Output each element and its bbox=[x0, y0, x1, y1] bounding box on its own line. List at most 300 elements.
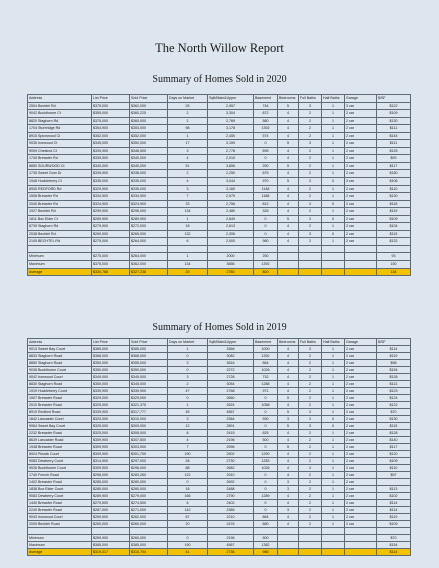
table-cell: $132 bbox=[377, 238, 411, 246]
table-cell: 2 bbox=[299, 507, 322, 514]
table-cell: 1392 bbox=[254, 261, 278, 269]
table-cell: 118 bbox=[377, 268, 411, 276]
table-cell: 2,649 bbox=[208, 215, 254, 223]
table-cell: 2 bbox=[299, 223, 322, 231]
table-cell: 29 bbox=[168, 268, 208, 276]
table-row bbox=[28, 381, 411, 388]
table-cell: 98 bbox=[168, 125, 208, 133]
table-cell: 0 bbox=[254, 444, 278, 451]
table-cell: 1289 bbox=[254, 493, 278, 500]
table-cell: 2 car bbox=[345, 162, 377, 170]
table-cell: $130 bbox=[377, 117, 411, 125]
table-cell: 2,000 bbox=[208, 238, 254, 246]
spacer-row bbox=[28, 528, 411, 535]
table-cell: 4 bbox=[278, 514, 299, 521]
table-cell: 2 bbox=[168, 381, 208, 388]
column-header: Bedrooms bbox=[278, 339, 299, 346]
table-cell: $260,000 bbox=[130, 535, 168, 542]
table-cell bbox=[254, 528, 278, 535]
table-cell: 2385 bbox=[208, 507, 254, 514]
table-cell: 3,304 bbox=[208, 110, 254, 118]
table-cell: 1 bbox=[322, 486, 345, 493]
table-row bbox=[28, 451, 411, 458]
table-cell bbox=[345, 253, 377, 261]
table-cell: 1838 Box Elder Court bbox=[28, 486, 92, 493]
table-cell: $287,000 bbox=[92, 507, 130, 514]
column-header: Days on Market bbox=[168, 339, 208, 346]
table-cell: $350,000 bbox=[92, 360, 130, 367]
table-cell: 2272 bbox=[208, 367, 254, 374]
table-cell: 2 bbox=[299, 374, 322, 381]
table-cell: 1392 bbox=[254, 125, 278, 133]
column-header: Address bbox=[28, 95, 92, 103]
table-cell: 2 bbox=[299, 402, 322, 409]
table-cell: 2 car bbox=[345, 110, 377, 118]
table-cell: 2476 bbox=[208, 521, 254, 528]
table-cell bbox=[322, 268, 345, 276]
table-cell: $111 bbox=[377, 125, 411, 133]
table-cell: $123 bbox=[377, 388, 411, 395]
table-cell: $321,375 bbox=[130, 402, 168, 409]
table-cell: 4 bbox=[168, 155, 208, 163]
table-cell: 2891 bbox=[208, 423, 254, 430]
table-cell: 500 bbox=[254, 535, 278, 542]
table-cell: 8833 Staghorn Road bbox=[28, 353, 92, 360]
table-cell: 0 bbox=[254, 140, 278, 148]
table-cell bbox=[28, 528, 92, 535]
table-cell: 1 bbox=[322, 402, 345, 409]
table-cell: 3,159 bbox=[208, 140, 254, 148]
table-cell: Average bbox=[28, 549, 92, 556]
table-cell: 4 bbox=[278, 208, 299, 216]
column-header: $/SF bbox=[377, 95, 411, 103]
table-cell: $289,900 bbox=[130, 215, 168, 223]
table-cell: 2 car bbox=[345, 458, 377, 465]
table-cell: $269,900 bbox=[92, 514, 130, 521]
table-cell: 1026 bbox=[254, 465, 278, 472]
spacer-row bbox=[28, 245, 411, 253]
table-cell: 8 bbox=[168, 430, 208, 437]
table-cell: 2,778 bbox=[208, 147, 254, 155]
table-cell: 2 bbox=[168, 170, 208, 178]
table-cell: 51 bbox=[168, 162, 208, 170]
table-cell bbox=[322, 245, 345, 253]
table-cell: $154 bbox=[377, 367, 411, 374]
table-cell: 134 bbox=[168, 261, 208, 269]
table-cell: 980 bbox=[254, 238, 278, 246]
table-cell bbox=[322, 542, 345, 549]
table-cell: 4 bbox=[278, 465, 299, 472]
table-cell: $324,900 bbox=[92, 200, 130, 208]
table-cell: 2768 bbox=[208, 388, 254, 395]
table-cell: $289,900 bbox=[92, 215, 130, 223]
table-cell: $303,000 bbox=[130, 444, 168, 451]
table-cell: 2682 bbox=[208, 465, 254, 472]
table-cell: 1 bbox=[322, 374, 345, 381]
table-cell: 1058 bbox=[254, 402, 278, 409]
table-cell: $118 bbox=[377, 200, 411, 208]
table-cell bbox=[278, 528, 299, 535]
table-cell: 4 bbox=[278, 346, 299, 353]
table-cell: 9042 Ironwood Court bbox=[28, 374, 92, 381]
table-cell: $280,000 bbox=[130, 479, 168, 486]
table-row bbox=[28, 102, 411, 110]
table-body-2019 bbox=[28, 346, 411, 556]
table-cell: 864 bbox=[254, 360, 278, 367]
table-cell: 2 bbox=[299, 500, 322, 507]
table-cell: 8739 Staghorn Rd bbox=[28, 223, 92, 231]
table-cell: 675 bbox=[254, 170, 278, 178]
table-cell: 8919 Redford Road bbox=[28, 409, 92, 416]
table-cell bbox=[28, 245, 92, 253]
table-cell: 5 bbox=[278, 395, 299, 402]
table-cell bbox=[278, 253, 299, 261]
table-cell: 5 bbox=[278, 162, 299, 170]
table-cell: 4 bbox=[278, 521, 299, 528]
table-cell: $345,000 bbox=[92, 140, 130, 148]
table-cell bbox=[345, 535, 377, 542]
table-cell: 872 bbox=[254, 110, 278, 118]
table-cell: 1 bbox=[322, 185, 345, 193]
table-cell: 2,579 bbox=[208, 193, 254, 201]
table-row bbox=[28, 215, 411, 223]
table-cell: 2 bbox=[299, 162, 322, 170]
table-cell: 1 bbox=[322, 430, 345, 437]
table-cell: 4 bbox=[278, 200, 299, 208]
table-cell: 2415 bbox=[208, 430, 254, 437]
table-cell: 0 bbox=[168, 535, 208, 542]
table-cell: 2010 Brewster Road bbox=[28, 402, 92, 409]
table-row bbox=[28, 430, 411, 437]
table-cell: 4 bbox=[168, 437, 208, 444]
table-row bbox=[28, 185, 411, 193]
table-cell: 1392 bbox=[254, 353, 278, 360]
table-row bbox=[28, 162, 411, 170]
table-cell: 2 bbox=[299, 367, 322, 374]
table-cell: 1188 bbox=[254, 193, 278, 201]
table-cell: 744 bbox=[254, 102, 278, 110]
table-cell bbox=[345, 261, 377, 269]
table-cell: 1740 Brewster Rd bbox=[28, 155, 92, 163]
table-cell: $271,000 bbox=[130, 507, 168, 514]
table-cell: 0 bbox=[168, 353, 208, 360]
table-cell: 326 bbox=[254, 208, 278, 216]
table-cell: 25 bbox=[168, 102, 208, 110]
table-cell: 2 bbox=[299, 388, 322, 395]
table-cell: 1 bbox=[322, 388, 345, 395]
table-cell: 3 bbox=[299, 140, 322, 148]
table-cell: $340,000 bbox=[130, 155, 168, 163]
table-cell: 2 bbox=[299, 444, 322, 451]
table-header bbox=[28, 95, 411, 103]
table-cell: 4 bbox=[168, 178, 208, 186]
table-cell bbox=[208, 245, 254, 253]
table-cell: Minimum bbox=[28, 253, 92, 261]
table-cell: 2,250 bbox=[208, 170, 254, 178]
table-cell: 8850 SOURWOOD Ct bbox=[28, 162, 92, 170]
table-cell: $339,900 bbox=[92, 147, 130, 155]
table-cell bbox=[299, 535, 322, 542]
table-cell: 3 bbox=[299, 416, 322, 423]
table-cell: 2 car bbox=[345, 521, 377, 528]
table-row bbox=[28, 472, 411, 479]
table-cell: 3 bbox=[299, 102, 322, 110]
table-cell: 3082 bbox=[208, 353, 254, 360]
table-cell: 0 bbox=[322, 416, 345, 423]
table-cell: 2 car bbox=[345, 472, 377, 479]
column-header: Address bbox=[28, 339, 92, 346]
table-cell: $114 bbox=[377, 507, 411, 514]
table-cell: 1642 Lancaster Court bbox=[28, 416, 92, 423]
column-header: List Price bbox=[92, 339, 130, 346]
table-cell: 4 bbox=[278, 147, 299, 155]
table-cell: $122 bbox=[377, 102, 411, 110]
table-cell: 93 bbox=[377, 253, 411, 261]
table-cell: $297,000 bbox=[130, 458, 168, 465]
table-cell: 1 bbox=[322, 507, 345, 514]
table-cell: 1 bbox=[322, 132, 345, 140]
table-cell: $368,000 bbox=[92, 353, 130, 360]
table-cell: 1000 bbox=[254, 346, 278, 353]
table-cell: $375,000 bbox=[92, 102, 130, 110]
table-cell: 1948 Huckleberry Ct bbox=[28, 178, 92, 186]
table-row bbox=[28, 388, 411, 395]
table-cell: 5 bbox=[278, 423, 299, 430]
table-row bbox=[28, 117, 411, 125]
table-cell: $262,000 bbox=[130, 514, 168, 521]
table-cell: $154 bbox=[377, 542, 411, 549]
table-cell: 3 bbox=[299, 346, 322, 353]
table-cell: $324,900 bbox=[130, 200, 168, 208]
table-cell: 1948 Brewster Road bbox=[28, 444, 92, 451]
table-2019 bbox=[27, 338, 411, 556]
table-cell: 2 car bbox=[345, 416, 377, 423]
table-cell: 0 bbox=[254, 409, 278, 416]
table-cell: 1 bbox=[322, 170, 345, 178]
table-cell: 1 bbox=[322, 193, 345, 201]
table-cell: $330,768 bbox=[92, 268, 130, 276]
table-cell: 1 bbox=[322, 367, 345, 374]
table-cell: 3 bbox=[299, 178, 322, 186]
table-cell: 4 bbox=[278, 388, 299, 395]
table-cell: 3 car bbox=[345, 102, 377, 110]
table-cell: 2384 bbox=[208, 416, 254, 423]
section-title-2019: Summary of Homes Sold in 2019 bbox=[152, 322, 287, 333]
table-cell: 3 bbox=[278, 507, 299, 514]
table-cell: 4567 bbox=[208, 542, 254, 549]
table-cell: 250 bbox=[254, 162, 278, 170]
table-cell: 1 bbox=[322, 514, 345, 521]
table-cell: $349,000 bbox=[130, 374, 168, 381]
table-cell: 28 bbox=[168, 458, 208, 465]
table-cell: 2660 bbox=[208, 395, 254, 402]
table-row bbox=[28, 230, 411, 238]
table-cell: 0 bbox=[168, 479, 208, 486]
table-cell: $360,000 bbox=[130, 117, 168, 125]
table-cell: 2730 bbox=[208, 458, 254, 465]
table-cell bbox=[322, 528, 345, 535]
column-header: Full Baths bbox=[299, 339, 322, 346]
table-cell: 2 bbox=[299, 238, 322, 246]
table-cell: 3 bbox=[278, 416, 299, 423]
table-cell bbox=[299, 268, 322, 276]
table-cell: 2,306 bbox=[208, 230, 254, 238]
table-cell: 2780 bbox=[208, 268, 254, 276]
table-cell: 2 bbox=[299, 360, 322, 367]
table-cell: $70 bbox=[377, 535, 411, 542]
table-cell bbox=[345, 245, 377, 253]
table-row bbox=[28, 416, 411, 423]
table-row bbox=[28, 437, 411, 444]
table-cell: $104 bbox=[377, 223, 411, 231]
table-cell: 2 bbox=[299, 493, 322, 500]
table-cell: 1 bbox=[322, 162, 345, 170]
table-cell: 17 bbox=[168, 140, 208, 148]
column-header: Garage bbox=[345, 95, 377, 103]
table-cell: $140 bbox=[377, 437, 411, 444]
table-cell: $309,900 bbox=[92, 444, 130, 451]
table-cell: $355,000 bbox=[130, 360, 168, 367]
table-cell: 2 car bbox=[345, 353, 377, 360]
table-cell: 2 bbox=[299, 117, 322, 125]
table-cell: $109 bbox=[377, 458, 411, 465]
table-cell: $301,700 bbox=[130, 451, 168, 458]
table-cell bbox=[278, 268, 299, 276]
table-cell: $339,900 bbox=[92, 409, 130, 416]
table-cell: 1 bbox=[168, 132, 208, 140]
table-cell: 2 car bbox=[345, 223, 377, 231]
table-cell: 732 bbox=[254, 374, 278, 381]
table-cell: 1 bbox=[322, 444, 345, 451]
table-cell: 4 bbox=[278, 493, 299, 500]
table-cell: 5 bbox=[278, 444, 299, 451]
table-cell: $130 bbox=[377, 416, 411, 423]
table-cell: 0 bbox=[254, 500, 278, 507]
column-header: Half Baths bbox=[322, 95, 345, 103]
table-cell: 2,756 bbox=[208, 200, 254, 208]
table-cell: 3 bbox=[168, 185, 208, 193]
table-cell: $346,500 bbox=[130, 147, 168, 155]
table-cell: 5 bbox=[278, 140, 299, 148]
table-cell: $319,317 bbox=[92, 549, 130, 556]
table-cell: 12 bbox=[168, 423, 208, 430]
table-cell bbox=[92, 245, 130, 253]
table-cell: $102 bbox=[377, 493, 411, 500]
table-cell: 2 car bbox=[345, 185, 377, 193]
table-cell: 2,769 bbox=[208, 117, 254, 125]
table-cell: 2040 Brewster Rd bbox=[28, 200, 92, 208]
table-cell: $345,000 bbox=[130, 381, 168, 388]
table-row bbox=[28, 178, 411, 186]
table-cell: $264,000 bbox=[130, 253, 168, 261]
table-cell: $110 bbox=[377, 185, 411, 193]
table-cell: 3 bbox=[299, 230, 322, 238]
table-cell: $115 bbox=[377, 423, 411, 430]
table-cell: 166 bbox=[168, 493, 208, 500]
table-cell: $352,000 bbox=[92, 132, 130, 140]
table-cell: 4 bbox=[278, 117, 299, 125]
table-cell bbox=[130, 528, 168, 535]
table-cell: 3,656 bbox=[208, 162, 254, 170]
table-cell: $283,260 bbox=[130, 472, 168, 479]
table-cell: Maximum bbox=[28, 261, 92, 269]
table-cell: 88 bbox=[168, 465, 208, 472]
table-cell: 3 car bbox=[345, 178, 377, 186]
table-cell: 2 car bbox=[345, 346, 377, 353]
table-cell: $339,900 bbox=[92, 170, 130, 178]
table-cell: $130 bbox=[377, 193, 411, 201]
table-cell: 2 car bbox=[345, 132, 377, 140]
table-cell bbox=[299, 528, 322, 535]
table-cell: 1382 bbox=[254, 542, 278, 549]
table-cell: 4 bbox=[278, 500, 299, 507]
table-cell: 2196 bbox=[208, 535, 254, 542]
table-cell: 2 car bbox=[345, 193, 377, 201]
table-cell: 0 bbox=[254, 155, 278, 163]
table-cell: 4 bbox=[278, 185, 299, 193]
table-cell: 1 bbox=[322, 102, 345, 110]
table-cell: 2 bbox=[299, 185, 322, 193]
table-cell: 1 bbox=[168, 402, 208, 409]
table-cell bbox=[299, 261, 322, 269]
table-cell bbox=[278, 542, 299, 549]
table-cell: 0 bbox=[322, 423, 345, 430]
table-row bbox=[28, 223, 411, 231]
table-cell: $334,900 bbox=[130, 193, 168, 201]
column-header: Bedrooms bbox=[278, 95, 299, 103]
table-cell: 1 bbox=[322, 117, 345, 125]
table-cell: 2728 bbox=[208, 374, 254, 381]
table-cell: $117 bbox=[377, 162, 411, 170]
table-cell: 9009 Chestnut Ct bbox=[28, 147, 92, 155]
table-cell: 695 bbox=[254, 147, 278, 155]
table-cell: 2000 bbox=[208, 253, 254, 261]
table-cell bbox=[92, 528, 130, 535]
table-cell: 3 bbox=[278, 479, 299, 486]
table-cell: $310,704 bbox=[130, 549, 168, 556]
table-cell: 4 bbox=[278, 170, 299, 178]
table-cell: $97 bbox=[377, 472, 411, 479]
table-cell: 2 car bbox=[345, 486, 377, 493]
table-cell bbox=[254, 245, 278, 253]
table-cell: $106 bbox=[377, 178, 411, 186]
table-cell bbox=[377, 245, 411, 253]
table-cell: 2 car bbox=[345, 374, 377, 381]
table-cell: 2996 bbox=[208, 444, 254, 451]
table-cell: 1 bbox=[322, 147, 345, 155]
table-cell: 2 car bbox=[345, 395, 377, 402]
table-cell: 2 car bbox=[345, 409, 377, 416]
table-cell: $269,900 bbox=[92, 230, 130, 238]
table-cell: $260,000 bbox=[92, 521, 130, 528]
table-cell: 2 bbox=[299, 486, 322, 493]
table-row bbox=[28, 155, 411, 163]
table-cell: 0 bbox=[254, 472, 278, 479]
table-cell: $335,000 bbox=[130, 178, 168, 186]
table-cell: $280,000 bbox=[130, 486, 168, 493]
table-cell: 2 bbox=[299, 437, 322, 444]
table-cell: 1 bbox=[322, 223, 345, 231]
table-cell: 1 bbox=[322, 521, 345, 528]
table-row bbox=[28, 125, 411, 133]
table-cell: 8830 Staghorn Road bbox=[28, 381, 92, 388]
table-cell: 3 bbox=[299, 409, 322, 416]
table-cell: 0 bbox=[254, 230, 278, 238]
table-cell: 574 bbox=[254, 132, 278, 140]
table-cell: $350,000 bbox=[130, 140, 168, 148]
table-cell: 4 bbox=[278, 402, 299, 409]
minimum-row bbox=[28, 253, 411, 261]
